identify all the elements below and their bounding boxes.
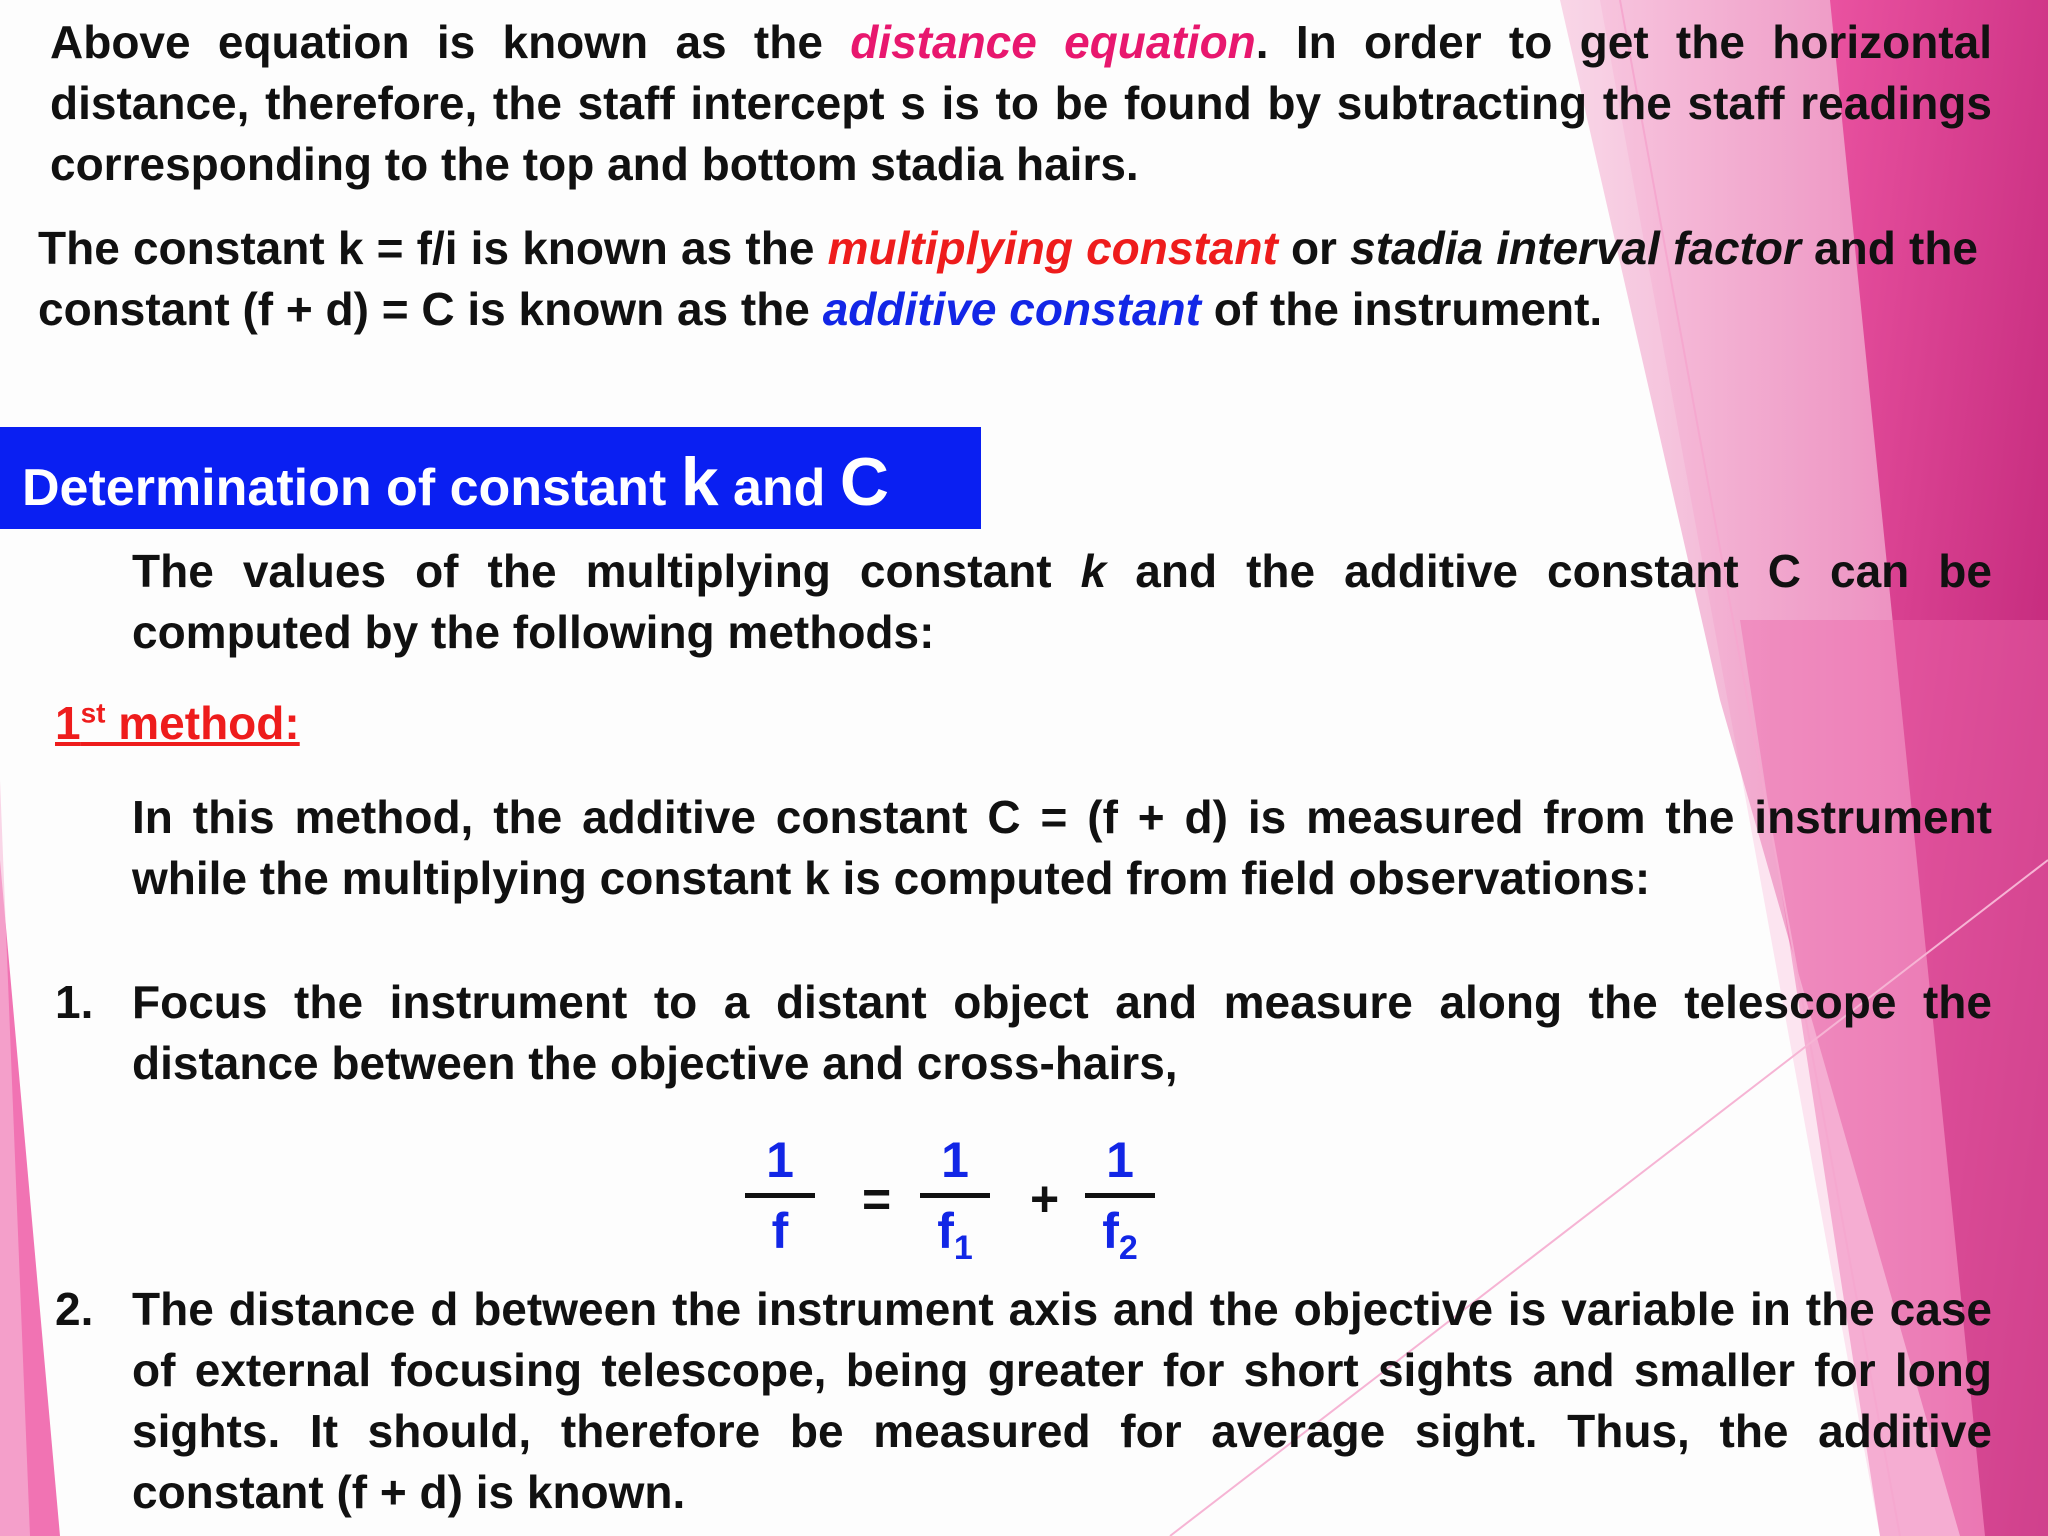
fraction-bar [920, 1193, 990, 1198]
method-number: 1 [55, 697, 81, 749]
method-label: method: [105, 697, 300, 749]
term-stadia-interval-factor: stadia interval factor [1350, 222, 1801, 274]
denominator-symbol: f [771, 1203, 789, 1259]
equals-sign: = [862, 1171, 892, 1227]
numerator: 1 [941, 1132, 969, 1188]
text-segment: and the constant (f + d) = C is known as the [38, 222, 1979, 335]
text-segment: or [1277, 222, 1351, 274]
fraction-bar [745, 1193, 815, 1198]
text-segment: . In order to get the horizontal distance, therefore, the staff intercept s is to be found by subtracting the staff readings corresponding to the top and bottom stadia hairs. [50, 16, 1992, 190]
plus-sign: + [1030, 1171, 1060, 1227]
fraction-term-2 [1085, 1130, 1155, 1278]
denominator-symbol: f [937, 1203, 954, 1259]
subscript: 1 [953, 1229, 973, 1267]
step-number: 1. [55, 976, 94, 1028]
fraction-term-1 [920, 1130, 990, 1278]
term-additive-constant: additive constant [822, 283, 1201, 335]
method-heading [55, 696, 300, 750]
fraction-bar [1085, 1193, 1155, 1198]
paragraph-distance-equation [50, 12, 1992, 195]
step-number: 2. [55, 1283, 94, 1335]
numerator: 1 [1106, 1132, 1134, 1188]
step-2-text: The distance d between the instrument axis and the objective is variable in the case of external focusing telescope, being greater for short sights and smaller for long sights. It should, therefore be measured for average sight. Thus, the additive constant (f + d) is known. [132, 1283, 1992, 1518]
heading-text: and [718, 459, 840, 517]
denominator [920, 1201, 990, 1278]
term-distance-equation: distance equation [850, 16, 1256, 68]
term-multiplying-constant: multiplying constant [827, 222, 1278, 274]
paragraph-constants [38, 218, 1978, 340]
heading-text: Determination of constant [22, 459, 681, 517]
step-1-text: Focus the instrument to a distant object and measure along the telescope the distance between the objective and cross-hairs, [132, 976, 1992, 1089]
paragraph-intro [132, 541, 1992, 663]
lens-equation [740, 1130, 1160, 1280]
heading-k: k [680, 444, 719, 520]
symbol-k: k [1080, 545, 1107, 597]
subscript: 2 [1118, 1229, 1138, 1267]
denominator-symbol: f [1102, 1203, 1119, 1259]
text-segment: and the additive constant C can be computed by the following methods: [132, 545, 1992, 658]
denominator [1085, 1201, 1155, 1278]
heading-c: C [839, 444, 889, 520]
section-heading-banner [0, 427, 981, 529]
denominator [745, 1201, 815, 1261]
text-segment: Above equation is known as the [50, 16, 851, 68]
paragraph-method-body: In this method, the additive constant C = (f + d) is measured from the instrument while the multiplying constant k is computed from field observations: [132, 791, 1992, 904]
method-ordinal: st [80, 697, 106, 729]
text-segment: of the instrument. [1200, 283, 1603, 335]
numerator: 1 [766, 1132, 794, 1188]
text-segment: The values of the multiplying constant [132, 545, 1081, 597]
text-segment: The constant k = f/i is known as the [38, 222, 828, 274]
fraction-lhs [745, 1130, 815, 1261]
